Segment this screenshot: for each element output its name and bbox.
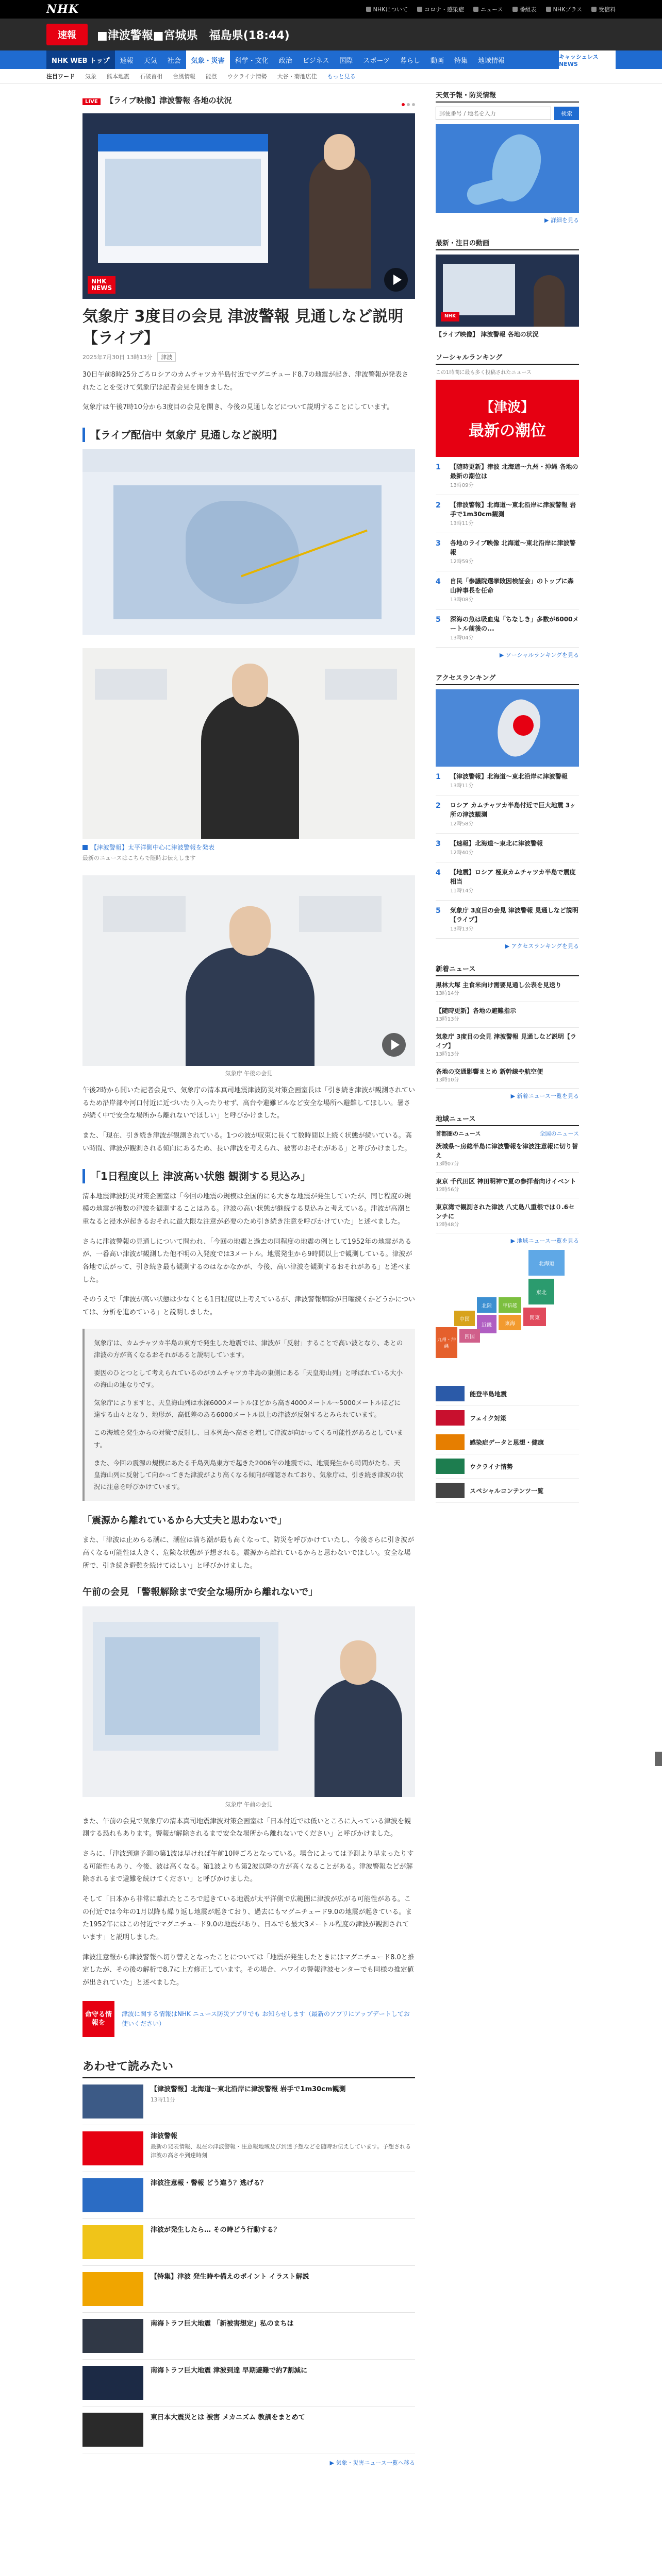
nav-science[interactable]: 科学・文化 [235, 57, 269, 65]
weather-map[interactable] [436, 124, 579, 213]
nav-life[interactable]: 暮らし [400, 57, 420, 65]
new-news-more-link[interactable]: ▶ 新着ニュース一覧を見る [510, 1093, 579, 1099]
related-item[interactable]: 津波が発生したら… その時どう行動する？ [82, 2219, 415, 2266]
section-heading: 「震源から離れているから大丈夫と思わないで」 [82, 1515, 287, 1527]
weather-heading: 天気予報・防災情報 [436, 90, 579, 103]
schedule-icon [512, 7, 518, 12]
nav-politics[interactable]: 政治 [278, 57, 292, 65]
play-button[interactable] [382, 1033, 406, 1057]
related-item[interactable]: 【特集】津波 発生時や備えのポイント イラスト解説 [82, 2266, 415, 2313]
app-promo-text: 津波に関する情報はNHK ニュース防災アプリでも お知らせします（最新のアプリにアップデートしてお使いください） [121, 2010, 410, 2027]
region-hokkaido[interactable]: 北海道 [528, 1250, 565, 1276]
ranking-heading: ソーシャルランキング [436, 352, 579, 365]
access-box [436, 672, 579, 950]
virus-icon [417, 7, 422, 12]
local-news-box [436, 1113, 579, 1368]
info-icon [366, 7, 371, 12]
related-item[interactable]: 南海トラフ巨大地震 津波到達 早期避難で約7割減に [82, 2360, 415, 2406]
article-paragraph: 午後2時から開いた記者会見で、気象庁の清本真司地震津波防災対策企画室長は「引き続き津波が観測されているため沿岸部や河口付近に近づいたり入ったりせず、高台や避難ビルなど安全な場所へ避難してほしい。暑さが続く中で安全な場所から離れないでほしい」と呼びかけました。 [82, 1087, 416, 1120]
article-paragraph: また、「津波は止めらる潮に、潮位は満ち潮が最も高くなって、防災を呼びかけていたし、今後さらに引き波が高くなる可能性は大きく、危険な状態が予想される。震源から離れているからと思わないでほしい。安全な場所で、引き続き避難を続けてほしい」と呼びかけました。 [82, 1536, 415, 1570]
ranking-item[interactable]: 2 【津波警報】北海道〜東北沿岸に津波警報 岩手で1m30cm観測 13時11分 [436, 495, 579, 533]
nav-society[interactable]: 社会 [167, 57, 181, 65]
press-video[interactable] [82, 875, 415, 1066]
explainer-paragraph: 気象庁は、カムチャツカ半島の東方で発生した地震では、津波が「反射」することで高い波となり、あとの津波の方が高くなるおそれがあると説明しています。 [94, 1338, 403, 1359]
article-date: 2025年7月30日 13時13分 [82, 354, 153, 361]
breaking-text: ■津波警報■宮城県 福島県(18:44) [97, 29, 290, 42]
region-chugoku[interactable]: 中国 [454, 1311, 475, 1326]
nav-top[interactable]: NHK WEB トップ [46, 50, 115, 69]
sidebar [436, 90, 579, 1516]
special-health[interactable]: 感染症データと思想・健康 [436, 1430, 579, 1454]
special-thumb [436, 1434, 465, 1450]
photo-caption: 気象庁 午後の会見 [225, 1070, 273, 1077]
keyword-item[interactable]: 台風情報 [173, 73, 195, 80]
article-lead-2: 気象庁は午後7時10分から3度目の会見を開き、今後の見通しなどについて説明することにしています。 [82, 403, 394, 412]
new-news-item[interactable]: 【随時更新】各地の避難指示 13時13分 [436, 1002, 579, 1028]
related-item[interactable]: 津波警報 最新の発表情報、現在の津波警報・注意報地域及び到達予想などを随時お伝えしています。予想される津波の高さや到達時刻 [82, 2125, 415, 2172]
new-news-box [436, 963, 579, 1100]
related-item[interactable]: 東日本大震災とは 被害 メカニズム 教訓をまとめて [82, 2406, 415, 2453]
special-fake[interactable]: フェイク対策 [436, 1406, 579, 1430]
morning-press-photo [82, 1606, 415, 1797]
live-video-map[interactable] [82, 449, 415, 635]
section-heading: 午前の会見 「警報解除まで安全な場所から離れないで」 [82, 1587, 318, 1598]
hero-header [82, 90, 415, 110]
keyword-item[interactable]: 大谷・菊池広佳 [277, 73, 317, 80]
ranking-item[interactable]: 1 【随時更新】津波 北海道〜九州・沖縄 各地の最新の潮位は 13時09分 [436, 457, 579, 495]
local-news-item[interactable]: 東京 千代田区 神田明神で夏の参拝者向けイベント 12時56分 [436, 1173, 579, 1198]
article-paragraph: 津波注意報から津波警報へ切り替えとなったことについては「地震が発生したときにはマグニチュード8.0と推定したが、その後の解析で8.7に上方修正しています。その場合、ハワイの警報津波センターでも同様の推定値が出されていた」と述べました。 [82, 1953, 415, 1987]
article-paragraph: さらに津波警報の見通しについて問われ、「今回の地震と過去の同程度の地震の例として1952年の地震があるが、一番高い津波が観測した他不明の入発度では3メートル。地震発生から9時間以上で観測している。津波が各地で広がって、引き続き最も観測するのはなかなかが、今後、高い津波を観測するおそれがある」と述べました。 [82, 1238, 412, 1284]
region-kinki[interactable]: 近畿 [477, 1315, 496, 1333]
nhk-news-badge: NHK NEWS [88, 276, 115, 294]
region-tohoku[interactable]: 東北 [528, 1279, 554, 1304]
article-paragraph: 清本地震津波防災対策企画室は「今回の地震の規模は全国的にも大きな地震が発生していたが、同じ程度の規模の地震が複数の津波を観測することはある。津波の高い状態が継続する見込みと考えている。津波が高潮と重なると浸水が起きるおそれに最大限な注意が必要のため引き続き注意を呼びかけていた」と述べました。 [82, 1192, 411, 1226]
local-tabs [436, 1129, 579, 1138]
local-news-heading: 地域ニュース [436, 1113, 579, 1126]
sign-language-photo [82, 648, 415, 839]
keyword-item[interactable]: 石破首相 [140, 73, 162, 80]
article-lead: 30日午前8時25分ごろロシアのカムチャツカ半島付近でマグニチュード8.7の地震が起き、津波警報が発表されたことを受けて気象庁は記者会見を開きました。 [82, 371, 409, 392]
special-thumb [436, 1483, 465, 1498]
local-tab-capital[interactable]: 首都圏のニュース [436, 1130, 481, 1137]
carousel-dots[interactable] [402, 103, 415, 106]
local-news-item[interactable]: 茨城県〜房総半島に津波警報を津波注意報に切り替え 13時07分 [436, 1138, 579, 1173]
related-heading: あわせて読みたい [82, 2058, 415, 2078]
ranking-item[interactable]: 3 各地のライブ映像 北海道〜東北沿岸に津波警報 12時59分 [436, 533, 579, 571]
keyword-item[interactable]: 熊本地震 [107, 73, 129, 80]
article-tag[interactable]: 津波 [157, 352, 176, 362]
weather-detail-link[interactable]: ▶ 詳細を見る [544, 217, 579, 224]
app-promo[interactable] [82, 2001, 415, 2037]
article-paragraph: また、午前の会見で気象庁の清本真司地震津波対策企画室は「日本付近では低いところに入っている津波を観測する恐れもあります。警報が解除されるまで安全な場所から離れないでください」と呼びかけました。 [82, 1817, 411, 1838]
region-hokuriku[interactable]: 北陸 [477, 1297, 496, 1313]
nav-local[interactable]: 地域情報 [477, 57, 505, 65]
ranking-item[interactable]: 4 自民「参議院選挙敗因検証会」のトップに森山幹事長を任命 13時08分 [436, 571, 579, 609]
nav-feature[interactable]: 特集 [454, 57, 468, 65]
hero-caption[interactable]: 【ライブ映像】津波警報 各地の状況 [106, 96, 232, 105]
nhk-logo[interactable]: NHK [46, 3, 79, 16]
top-bar [0, 0, 662, 19]
related-thumbnail [82, 2272, 143, 2306]
related-thumbnail [82, 2131, 143, 2165]
special-thumb [436, 1459, 465, 1474]
ranking-item[interactable]: 5 深海の魚は吸血鬼「ちなしき」多数が6000メートル前後の... 13時04分 [436, 609, 579, 648]
access-item[interactable]: 4 【地震】ロシア 極東カムチャツカ半島で震度相当 11時14分 [436, 862, 579, 901]
related-thumbnail [82, 2319, 143, 2353]
region-shikoku[interactable]: 四国 [459, 1329, 480, 1343]
header-link-fee[interactable]: 受信料 [591, 5, 616, 13]
video-heading: 最新・注目の動画 [436, 238, 579, 250]
nhk-news-badge: NHK [441, 312, 459, 321]
more-disaster-news-link[interactable]: ▶ 気象・災害ニュース一覧へ移る [329, 2459, 415, 2466]
page-scroll-handle[interactable] [655, 1752, 662, 1766]
header-link-about[interactable]: NHKについて [366, 5, 408, 13]
access-item[interactable]: 5 気象庁 3度目の会見 津波警報 見通しなど説明【ライブ】 13時13分 [436, 901, 579, 939]
header-link-plus[interactable]: NHKプラス [546, 5, 582, 13]
header-link-schedule[interactable]: 番組表 [512, 5, 537, 13]
photo-related-link[interactable]: 【津波警報】太平洋側中心に津波警報を発表 [82, 843, 415, 852]
related-thumbnail [82, 2084, 143, 2119]
main-column [82, 90, 415, 2467]
region-koshinetsu[interactable]: 甲信越 [499, 1297, 521, 1313]
nav-video[interactable]: 動画 [430, 57, 444, 65]
related-item[interactable]: 【津波警報】北海道〜東北沿岸に津波警報 岩手で1m30cm観測 13時11分 [82, 2078, 415, 2125]
breaking-badge: 速報 [46, 24, 88, 45]
play-button[interactable] [384, 268, 408, 292]
nav-international[interactable]: 国際 [339, 57, 353, 65]
news-icon [473, 7, 478, 12]
region-tokai[interactable]: 東海 [499, 1315, 521, 1330]
special-contents[interactable]: スペシャルコンテンツ一覧 [436, 1479, 579, 1503]
access-item[interactable]: 2 ロシア カムチャツカ半島付近で巨大地震 3ヶ所の津波観測 12時58分 [436, 795, 579, 834]
nav-breaking[interactable]: 速報 [120, 57, 134, 65]
main-nav [0, 50, 662, 69]
keyword-item[interactable]: ウクライナ情勢 [227, 73, 267, 80]
weather-search-button[interactable]: 検索 [554, 107, 579, 120]
nav-cashless-banner[interactable]: キャッシュレス NEWS [559, 50, 616, 69]
nav-disaster[interactable]: 気象・災害 [186, 50, 230, 69]
keyword-item[interactable]: 気象 [85, 73, 96, 80]
breaking-alert-bar[interactable] [0, 19, 662, 50]
ranking-box [436, 352, 579, 659]
ranking-sub: この1時間に最も多く投稿されたニュース [436, 370, 532, 376]
special-thumb [436, 1386, 465, 1401]
access-map-image[interactable] [436, 689, 579, 767]
explainer-paragraph: この海域を発生からの対策で反射し、日本列島へ高さを増して津波が向かってくる可能性があるとしています。 [94, 1429, 404, 1449]
live-badge: LIVE [82, 98, 101, 105]
local-news-more-link[interactable]: ▶ 地域ニュース一覧を見る [510, 1238, 579, 1244]
related-articles [82, 2058, 415, 2467]
link-square-icon [82, 845, 88, 850]
access-heading: アクセスランキング [436, 672, 579, 685]
article-paragraph: そして「日本から非常に離れたところで起きている地震が太平洋側で広範囲に津波が広がる可能性がある。この付近では今年の1月以降も繰り返し地震が起きており、過去にもマグニチュード9.0の地震が起きている。また1952年にはこの付近でマグニチュード9.0の地震があり、日本でも最大3メートル程度の津波が観測されています」と説明しました。 [82, 1895, 412, 1941]
region-kyushu[interactable]: 九州・沖縄 [436, 1327, 457, 1358]
keyword-item[interactable]: 能登 [206, 73, 217, 80]
header-link-news[interactable]: ニュース [473, 5, 503, 13]
keyword-more-link[interactable]: もっと見る [327, 73, 356, 80]
explainer-box [82, 1329, 415, 1501]
related-thumbnail [82, 2178, 143, 2212]
sidebar-video-caption[interactable]: 【ライブ映像】 津波警報 各地の状況 [436, 331, 539, 338]
explainer-paragraph: 要因のひとつとして考えられているのがカムチャツカ半島の東側にある「天皇海山列」と呼ばれている大小の海山の連なりです。 [94, 1368, 403, 1389]
access-more-link[interactable]: ▶ アクセスランキングを見る [505, 943, 579, 950]
local-news-item[interactable]: 東京湾で観測された津波 八丈島八重根では０.6センチに 12時48分 [436, 1198, 579, 1233]
access-item[interactable]: 1 【津波警報】北海道〜東北沿岸に津波警報 13時11分 [436, 767, 579, 795]
related-item[interactable]: 津波注意報・警報 どう違う？逃げる？ [82, 2172, 415, 2219]
related-thumbnail [82, 2225, 143, 2259]
header-links [366, 5, 616, 13]
photo-caption: 気象庁 午前の会見 [225, 1801, 273, 1808]
special-ukraine[interactable]: ウクライナ情勢 [436, 1454, 579, 1479]
local-tab-national[interactable]: 全国のニュース [539, 1130, 579, 1137]
play-icon [546, 7, 551, 12]
nav-sports[interactable]: スポーツ [363, 57, 390, 65]
new-news-heading: 新着ニュース [436, 963, 579, 976]
keywords-label: 注目ワード [46, 73, 75, 80]
weather-search [436, 107, 579, 120]
article-paragraph: そのうえで「津波が高い状態は少なくとも1日程度以上考えているが、津波警報解除が日曜続くかどうかについては、分析を進めている」と説明しました。 [82, 1296, 416, 1316]
related-thumbnail [82, 2413, 143, 2447]
region-kanto[interactable]: 関東 [523, 1308, 546, 1326]
live-section-heading: 【ライブ配信中 気象庁 見通しなど説明】 [82, 428, 415, 442]
hero-video[interactable] [82, 113, 415, 299]
new-news-item[interactable]: 黒林大塚 主食米向け需要見通し公表を見送り 13時14分 [436, 976, 579, 1002]
article-title: 気象庁 3度目の会見 津波警報 見通しなど説明【ライブ】 [82, 308, 404, 347]
ranking-more-link[interactable]: ▶ ソーシャルランキングを見る [499, 652, 579, 658]
app-icon: 命守る情報を [82, 2001, 114, 2037]
article-paragraph: さらに、「津波到達予測の第1波は早ければ午前10時ごろとなっている。場合によっては予測より早まったりする可能性もあり、今後、波は高くなる。第1波よりも第2波以降の方が高くなることがある。津波警報などが解除されるまで避難を続けてください」と呼びかけました。 [82, 1850, 414, 1884]
tsunami-level-banner[interactable]: 【津波】 最新の潮位 [436, 380, 579, 457]
explainer-paragraph: また、今回の震源の規模にあたる千島列島東方で起きた2006年の地震では、地震発生から時間がたち、天皇海山列に反射して向かってきた津波がより高くなる傾向が確認されており、気象庁は、引き続き津波の状況に注意を呼びかけています。 [94, 1459, 404, 1490]
special-noto[interactable]: 能登半島地震 [436, 1382, 579, 1406]
nav-business[interactable]: ビジネス [302, 57, 329, 65]
explainer-paragraph: 気象庁によりますと、天皇海山列は水深6000メートルほどから高さ4000メートル〜5000メートルほどに達する山々となり、地形が、高低差のある6000メートル以上の津波が反射するとみられています。 [94, 1399, 401, 1419]
related-item[interactable]: 南海トラフ巨大地震 「新被害想定」私のまちは [82, 2313, 415, 2360]
weather-box [436, 90, 579, 224]
header-link-corona[interactable]: コロナ・感染症 [417, 5, 464, 13]
new-news-item[interactable]: 気象庁 3度目の会見 津波警報 見通しなど説明【ライブ】 13時13分 [436, 1028, 579, 1063]
special-thumb [436, 1410, 465, 1426]
video-box [436, 238, 579, 338]
weather-search-input[interactable] [436, 107, 551, 120]
yen-icon [591, 7, 597, 12]
photo-related-sub: 最新のニュースはこちらで随時お伝えします [82, 855, 196, 862]
article-paragraph: また、「現在、引き続き津波が観測されている。1つの波が収束に長くて数時間以上続く状態が続いている。高い時間、津波が観測される傾向にあるため、長い津波を考えられ、被害のおそれがある」と呼びかけました。 [82, 1132, 412, 1153]
access-item[interactable]: 3 【速報】北海道〜東北に津波警報 12時40分 [436, 834, 579, 862]
nav-weather[interactable]: 天気 [143, 57, 157, 65]
trending-keywords [0, 69, 662, 83]
section-heading: 「1日程度以上 津波高い状態 観測する見込み」 [82, 1169, 415, 1183]
article-meta [82, 352, 415, 362]
specials-box [436, 1382, 579, 1503]
new-news-item[interactable]: 各地の交通影響まとめ 新幹線や航空便 13時10分 [436, 1063, 579, 1089]
region-map [436, 1250, 579, 1368]
sidebar-video[interactable] [436, 255, 579, 327]
related-thumbnail [82, 2366, 143, 2400]
